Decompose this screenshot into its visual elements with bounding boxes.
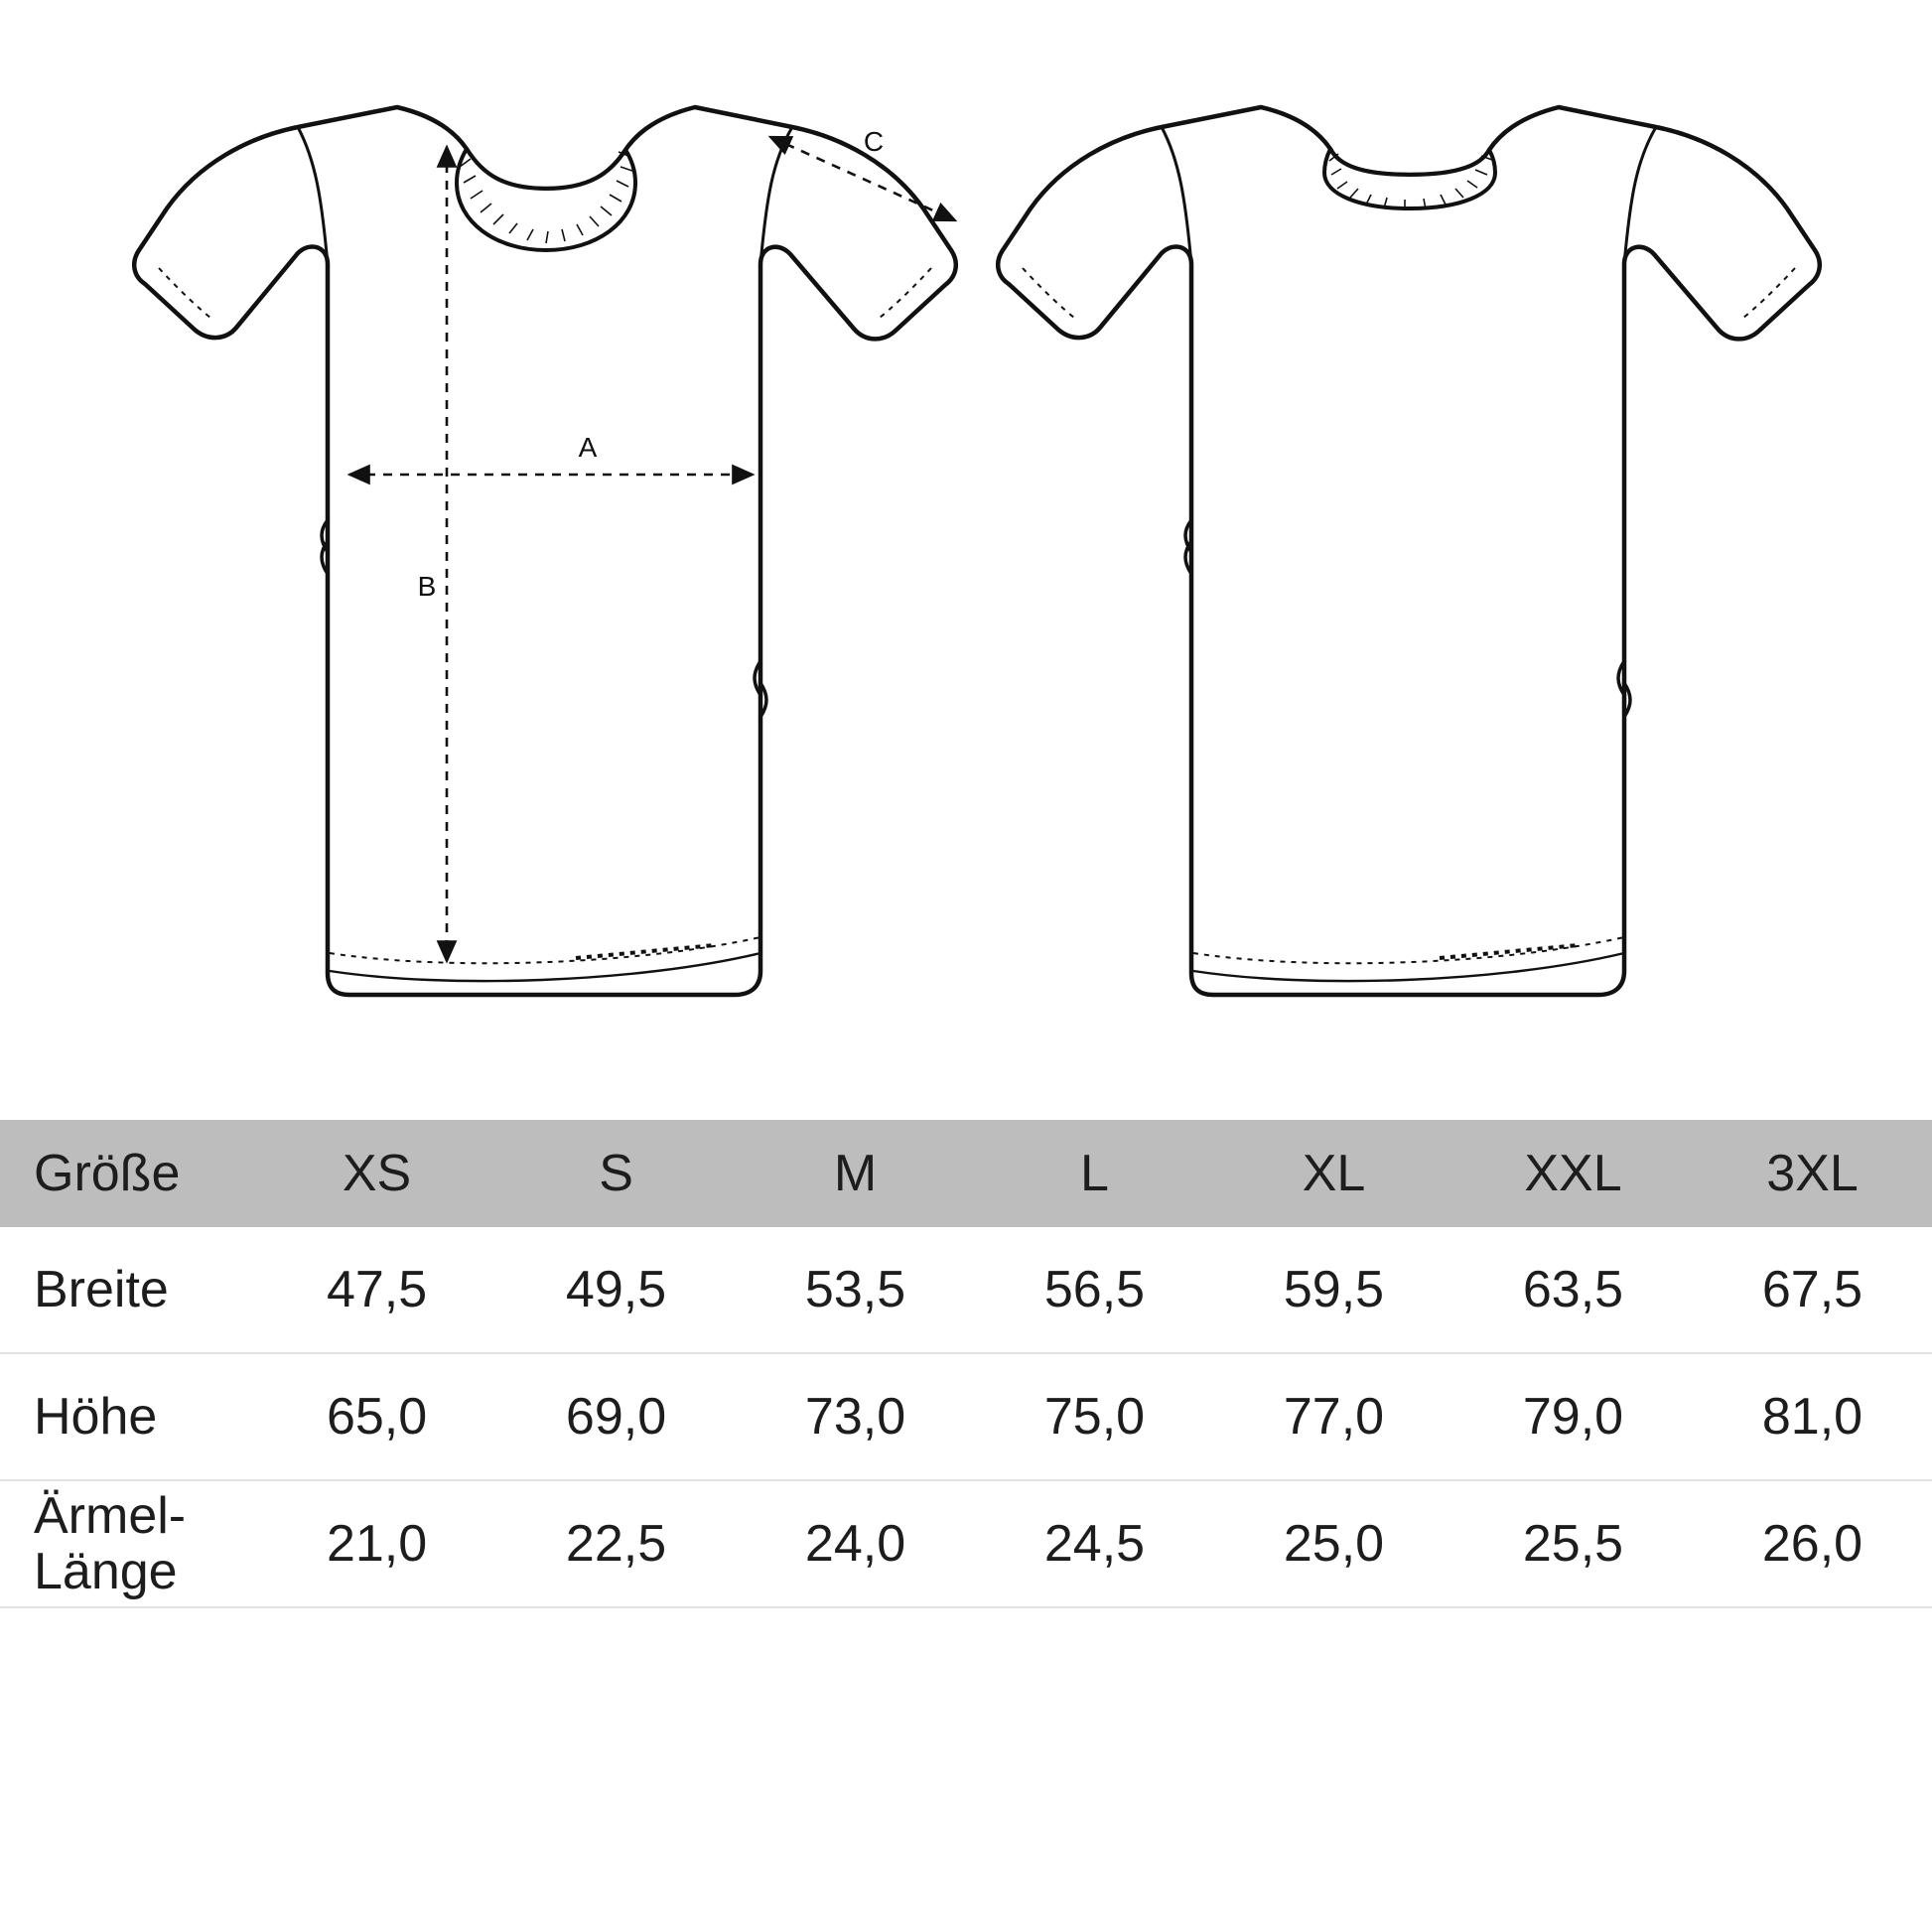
t-shirt-front-view	[134, 107, 956, 995]
cell-hoehe-xxl: 79,0	[1453, 1353, 1693, 1480]
cell-breite-l: 56,5	[975, 1227, 1214, 1353]
cell-aermel-l: 24,5	[975, 1480, 1214, 1607]
measurement-c-label: C	[863, 126, 885, 157]
cell-hoehe-l: 75,0	[975, 1353, 1214, 1480]
cell-breite-xxl: 63,5	[1453, 1227, 1693, 1353]
cell-aermel-xs: 21,0	[257, 1480, 496, 1607]
cell-hoehe-xs: 65,0	[257, 1353, 496, 1480]
cell-hoehe-m: 73,0	[736, 1353, 975, 1480]
cell-hoehe-s: 69,0	[496, 1353, 736, 1480]
table-row	[0, 1353, 1932, 1480]
cell-hoehe-3xl: 81,0	[1693, 1353, 1932, 1480]
measurement-b-label: B	[417, 571, 437, 602]
row-label-aermellaenge	[0, 1480, 257, 1607]
header-size-s: S	[496, 1120, 736, 1227]
header-size-l: L	[975, 1120, 1214, 1227]
row-label-breite: Breite	[0, 1227, 257, 1353]
cell-aermel-s: 22,5	[496, 1480, 736, 1607]
cell-breite-3xl: 67,5	[1693, 1227, 1932, 1353]
header-size-xs: XS	[257, 1120, 496, 1227]
cell-aermel-m: 24,0	[736, 1480, 975, 1607]
cell-aermel-3xl: 26,0	[1693, 1480, 1932, 1607]
cell-breite-xs: 47,5	[257, 1227, 496, 1353]
header-size-m: M	[736, 1120, 975, 1227]
table-header-row	[0, 1120, 1932, 1227]
table-row	[0, 1480, 1932, 1607]
cell-breite-m: 53,5	[736, 1227, 975, 1353]
cell-hoehe-xl: 77,0	[1214, 1353, 1453, 1480]
header-size-xl: XL	[1214, 1120, 1453, 1227]
header-size-label: Größe	[0, 1120, 257, 1227]
t-shirt-back-view	[998, 107, 1820, 995]
cell-breite-xl: 59,5	[1214, 1227, 1453, 1353]
row-label-aermellaenge-line2: Länge	[34, 1543, 178, 1600]
size-table	[0, 1120, 1932, 1608]
header-size-3xl: 3XL	[1693, 1120, 1932, 1227]
cell-breite-s: 49,5	[496, 1227, 736, 1353]
measurement-a-label: A	[578, 432, 598, 463]
table-row	[0, 1227, 1932, 1353]
row-label-aermellaenge-line1: Ärmel-	[34, 1486, 187, 1545]
cell-aermel-xxl: 25,5	[1453, 1480, 1693, 1607]
row-label-hoehe: Höhe	[0, 1353, 257, 1480]
cell-aermel-xl: 25,0	[1214, 1480, 1453, 1607]
header-size-xxl: XXL	[1453, 1120, 1693, 1227]
